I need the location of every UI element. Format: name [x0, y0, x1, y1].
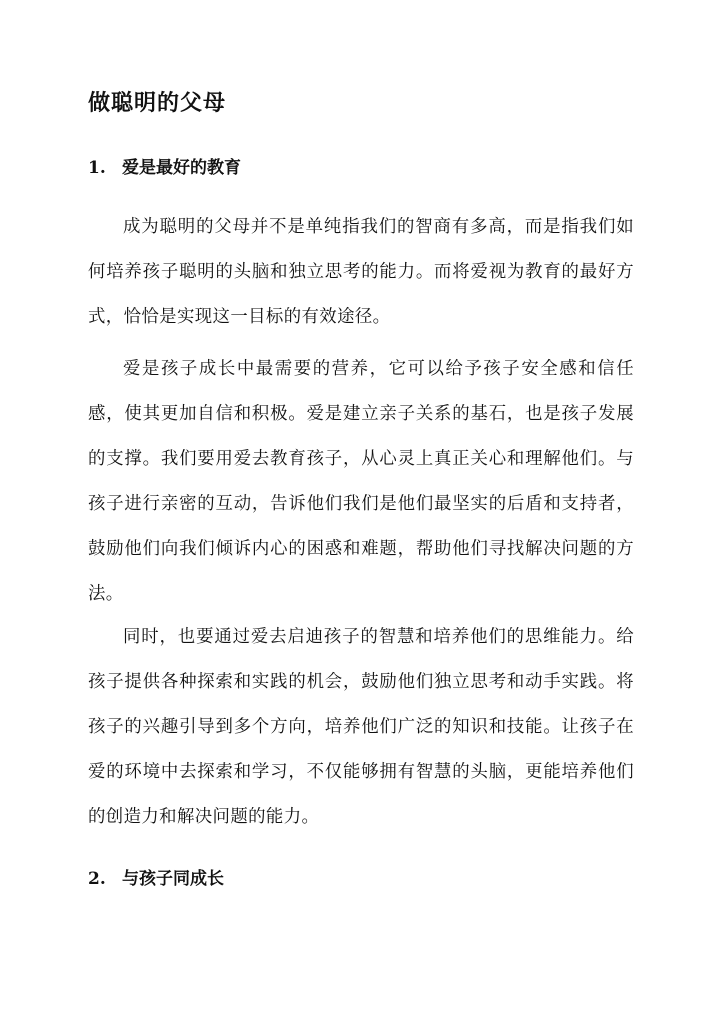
section-heading-1 [88, 155, 241, 181]
section-heading-2 [88, 866, 224, 892]
section-number: 2. [88, 869, 106, 889]
paragraph: 同时，也要通过爱去启迪孩子的智慧和培养他们的思维能力。给孩子提供各种探索和实践的机会，鼓励他们独立思考和动手实践。将孩子的兴趣引导到多个方向，培养他们广泛的知识和技能。让孩子在爱的环境中去探索和学习，不仅能够拥有智慧的头脑，更能培养他们的创造力和解决问题的能力。 [88, 627, 634, 827]
page-title: 做聪明的父母 [88, 90, 227, 116]
section-heading-text: 与孩子同成长 [122, 869, 224, 889]
section-heading-text: 爱是最好的教育 [122, 158, 241, 178]
paragraph: 成为聪明的父母并不是单纯指我们的智商有多高，而是指我们如何培养孩子聪明的头脑和独立思考的能力。而将爱视为教育的最好方式，恰恰是实现这一目标的有效途径。 [88, 217, 634, 327]
section-number: 1. [88, 158, 106, 178]
paragraph: 爱是孩子成长中最需要的营养，它可以给予孩子安全感和信任感，使其更加自信和积极。爱是建立亲子关系的基石，也是孩子发展的支撑。我们要用爱去教育孩子，从心灵上真正关心和理解他们。与孩子进行亲密的互动，告诉他们我们是他们最坚实的后盾和支持者，鼓励他们向我们倾诉内心的困惑和难题，帮助他们寻找解决问题的方法。 [88, 359, 634, 604]
